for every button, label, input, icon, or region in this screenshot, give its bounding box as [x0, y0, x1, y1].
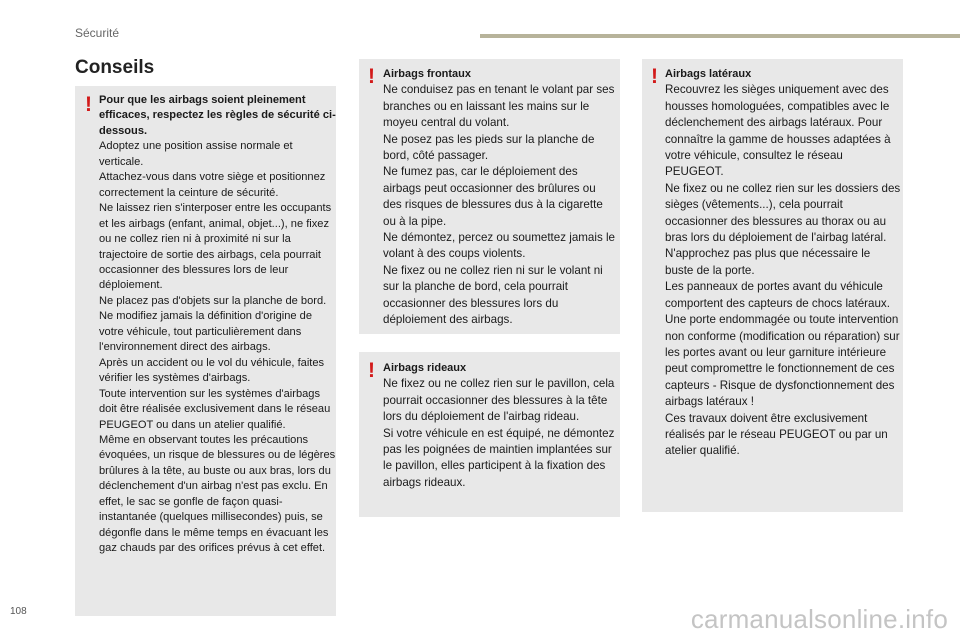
paragraph: Recouvrez les sièges uniquement avec des housses homologuées, compatibles avec le déclenchement des airbags latéraux. Pour connaître la gamme de housses adaptées à votre véhicule, consultez le réseau PEUGEOT.	[665, 83, 891, 179]
front-airbags-box	[359, 59, 620, 334]
paragraph: Ne démontez, percez ou soumettez jamais le volant à des coups violents.	[383, 231, 615, 261]
page-number: 108	[10, 606, 27, 617]
paragraph: Ne fixez ou ne collez rien sur les dossiers des sièges (vêtements...), cela pourrait occasionner des blessures au thorax ou au bras lors du déploiement de l'airbag latéral.	[665, 181, 901, 245]
paragraph: N'approchez pas plus que nécessaire le buste de la porte.	[665, 247, 871, 277]
box-heading: Pour que les airbags soient pleinement efficaces, respectez les règles de sécurité ci-dessous.	[99, 94, 336, 137]
paragraph: Ne fixez ou ne collez rien sur le pavillon, cela pourrait occasionner des blessures à la tête lors du déploiement de l'airbag rideau.	[383, 377, 615, 424]
side-airbags-box	[642, 59, 903, 512]
paragraph: Ne fumez pas, car le déploiement des airbags peut occasionner des brûlures ou des risques de blessures dus à la cigarette ou à la pipe.	[383, 165, 603, 228]
paragraph: Ne posez pas les pieds sur la planche de bord, côté passager.	[383, 132, 595, 163]
box-heading: Airbags rideaux	[383, 362, 467, 374]
box-text	[383, 360, 617, 491]
paragraph: Ne conduisez pas en tenant le volant par ses branches ou en laissant les mains sur le moyeu central du volant.	[383, 83, 615, 130]
paragraph: Les panneaux de portes avant du véhicule comportent des capteurs de chocs latéraux.	[665, 280, 890, 310]
box-heading: Airbags frontaux	[383, 68, 472, 80]
paragraph: Adoptez une position assise normale et verticale.	[99, 140, 293, 168]
exclamation-icon: !	[85, 93, 92, 116]
paragraph: Même en observant toutes les précautions évoquées, un risque de blessures ou de légères brûlures à la tête, au buste ou aux bras, lors du déclenchement d'un airbag n'est pas exclu. En effet, le sac se gonfle de façon quasi-instantanée (quelques millisecondes) puis, se dégonfle dans le même temps en évacuant les gaz chauds par des orifices prévus à cet effet.	[99, 433, 336, 555]
paragraph: Une porte endommagée ou toute intervention non conforme (modification ou réparation) sur les portes avant ou leur garniture intérieure peut compromettre le fonctionnement de ces capteurs - Risque de dysfonctionnement des airbags latéraux !	[665, 313, 900, 409]
box-text	[383, 66, 617, 329]
exclamation-icon: !	[651, 65, 658, 88]
paragraph: Toute intervention sur les systèmes d'airbags doit être réalisée exclusivement dans le réseau PEUGEOT ou dans un atelier qualifié.	[99, 387, 331, 431]
paragraph: Après un accident ou le vol du véhicule, faites vérifier les systèmes d'airbags.	[99, 356, 325, 385]
curtain-airbags-box	[359, 352, 620, 517]
box-text	[99, 93, 336, 557]
paragraph: Si votre véhicule en est équipé, ne démontez pas les poignées de maintien implantées sur le pavillon, elles participent à la fixation des airbags rideaux.	[383, 426, 615, 489]
paragraph: Ces travaux doivent être exclusivement réalisés par le réseau PEUGEOT ou par un atelier qualifié.	[665, 411, 888, 458]
box-text	[665, 66, 901, 460]
exclamation-icon: !	[368, 359, 375, 382]
safety-rules-box	[75, 86, 336, 616]
paragraph: Attachez-vous dans votre siège et positionnez correctement la ceinture de sécurité.	[99, 171, 326, 199]
paragraph: Ne fixez ou ne collez rien ni sur le volant ni sur la planche de bord, cela pourrait occasionner des blessures lors du déploiement des airbags.	[383, 263, 603, 327]
paragraph: Ne modifiez jamais la définition d'origine de votre véhicule, tout particulièrement dans l'environnement direct des airbags.	[99, 310, 313, 354]
paragraph: Ne placez pas d'objets sur la planche de bord.	[99, 294, 327, 307]
exclamation-icon: !	[368, 65, 375, 88]
box-heading: Airbags latéraux	[665, 68, 752, 80]
watermark: carmanualsonline.info	[690, 604, 948, 634]
section-header: Sécurité	[75, 26, 120, 40]
page-title: Conseils	[75, 57, 155, 78]
paragraph: Ne laissez rien s'interposer entre les occupants et les airbags (enfant, animal, objet...), ne fixez ou ne collez rien ni à proximité ni sur la trajectoire de sortie des airbags, cela pourrait occasionner des blessures lors de leur déploiement.	[99, 202, 332, 292]
header-divider	[480, 34, 960, 38]
